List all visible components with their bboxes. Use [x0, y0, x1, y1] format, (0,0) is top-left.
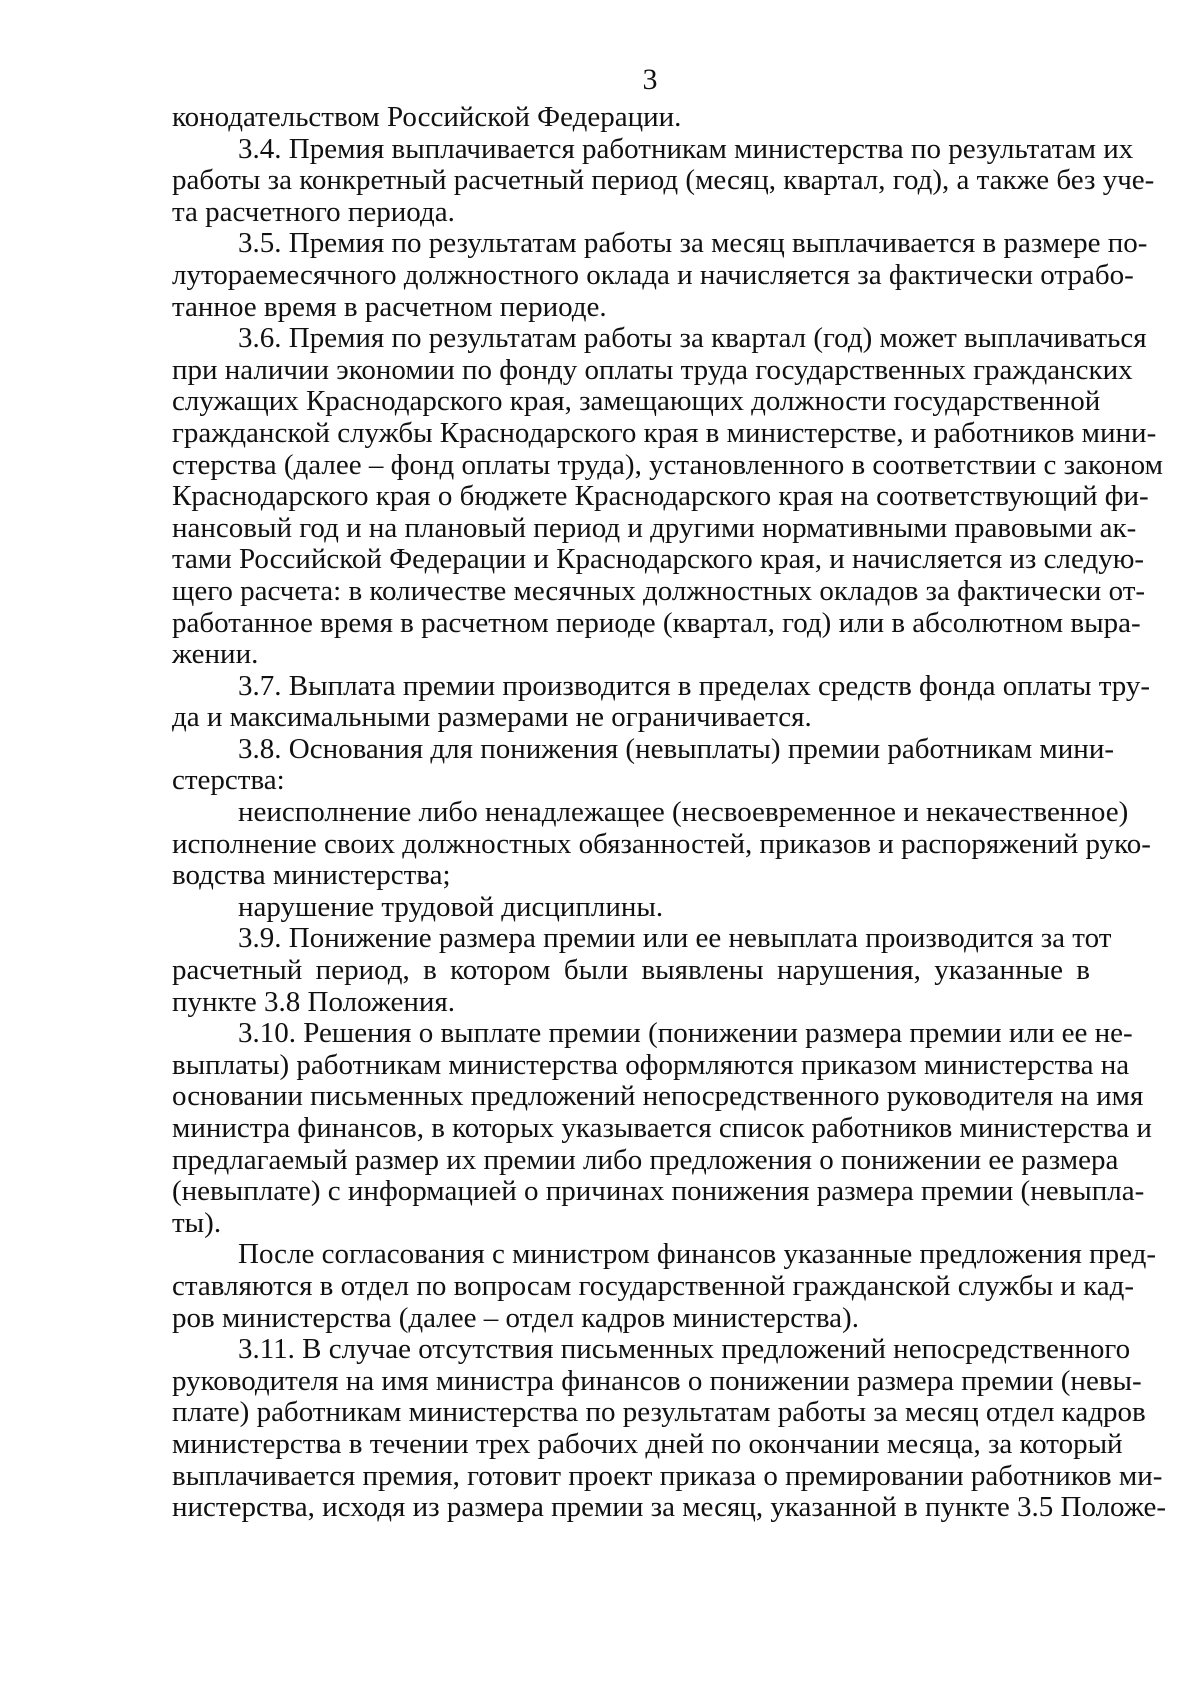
- text-line: выплаты) работникам министерства оформляются приказом министерства на: [172, 1048, 1130, 1081]
- text-line: плате) работникам министерства по результатам работы за месяц отдел кадров: [172, 1396, 1146, 1429]
- page-number: 3: [642, 63, 658, 96]
- text-line: ты).: [172, 1206, 222, 1239]
- text-line: выплачивается премия, готовит проект приказа о премировании работников ми-: [172, 1459, 1163, 1492]
- text-line: неисполнение либо ненадлежащее (несвоевременное и некачественное): [238, 796, 1129, 829]
- text-line: служащих Краснодарского края, замещающих должности государственной: [172, 385, 1101, 418]
- text-line: руководителя на имя министра финансов о понижении размера премии (невы-: [172, 1364, 1142, 1397]
- text-line: стерства:: [172, 764, 285, 797]
- text-line: лутораемесячного должностного оклада и начисляется за фактически отрабо-: [172, 258, 1134, 291]
- text-line: ставляются в отдел по вопросам государственной гражданской службы и кад-: [172, 1269, 1135, 1302]
- text-line: 3.6. Премия по результатам работы за квартал (год) может выплачиваться: [238, 322, 1147, 355]
- text-line: 3.11. В случае отсутствия письменных предложений непосредственного: [238, 1333, 1131, 1366]
- text-line: стерства (далее – фонд оплаты труда), установленного в соответствии с законом: [172, 448, 1163, 481]
- text-line: нансовый год и на плановый период и другими нормативными правовыми ак-: [172, 511, 1137, 544]
- text-line: 3.7. Выплата премии производится в пределах средств фонда оплаты тру-: [238, 669, 1151, 702]
- text-line: (невыплате) с информацией о причинах понижения размера премии (невыпла-: [172, 1175, 1145, 1208]
- text-line: основании письменных предложений непосредственного руководителя на имя: [172, 1080, 1144, 1113]
- text-line: предлагаемый размер их премии либо предложения о понижении ее размера: [172, 1143, 1119, 1176]
- text-line: нистерства, исходя из размера премии за месяц, указанной в пункте 3.5 Положе-: [172, 1491, 1167, 1524]
- text-line: водства министерства;: [172, 859, 451, 892]
- text-line: работы за конкретный расчетный период (месяц, квартал, год), а также без уче-: [172, 164, 1155, 197]
- text-line: 3.9. Понижение размера премии или ее невыплата производится за тот: [238, 922, 1112, 955]
- text-line: пункте 3.8 Положения.: [172, 985, 456, 1018]
- text-line: министерства в течении трех рабочих дней по окончании месяца, за который: [172, 1427, 1123, 1460]
- text-line: работанное время в расчетном периоде (квартал, год) или в абсолютном выра-: [172, 606, 1141, 639]
- text-line: конодательством Российской Федерации.: [172, 101, 682, 133]
- text-line: ров министерства (далее – отдел кадров министерства).: [172, 1301, 859, 1334]
- text-line: 3.4. Премия выплачивается работникам министерства по результатам их: [238, 132, 1134, 165]
- text-line: гражданской службы Краснодарского края в министерстве, и работников мини-: [172, 416, 1157, 449]
- text-line: да и максимальными размерами не ограничивается.: [172, 701, 812, 734]
- text-line: жении.: [172, 638, 259, 671]
- text-line: тами Российской Федерации и Краснодарского края, и начисляется из следую-: [172, 543, 1145, 576]
- text-line: 3.5. Премия по результатам работы за месяц выплачивается в размере по-: [238, 227, 1148, 260]
- document-body: [172, 101, 1167, 1524]
- text-line: министра финансов, в которых указывается список работников министерства и: [172, 1112, 1152, 1144]
- text-line: Краснодарского края о бюджете Краснодарского края на соответствующий фи-: [172, 480, 1149, 513]
- text-line: нарушение трудовой дисциплины.: [238, 890, 664, 923]
- text-line: танное время в расчетном периоде.: [172, 290, 607, 323]
- text-line: щего расчета: в количестве месячных должностных окладов за фактически от-: [172, 574, 1146, 607]
- text-line: исполнение своих должностных обязанностей, приказов и распоряжений руко-: [172, 827, 1151, 860]
- text-line: та расчетного периода.: [172, 195, 455, 228]
- text-line: После согласования с министром финансов указанные предложения пред-: [238, 1238, 1157, 1271]
- text-line: 3.10. Решения о выплате премии (понижении размера премии или ее не-: [238, 1017, 1133, 1050]
- text-line: 3.8. Основания для понижения (невыплаты) премии работникам мини-: [238, 732, 1115, 765]
- text-line: при наличии экономии по фонду оплаты труда государственных гражданских: [172, 353, 1133, 386]
- text-line: расчетный период, в котором были выявлены нарушения, указанные в: [172, 954, 1090, 987]
